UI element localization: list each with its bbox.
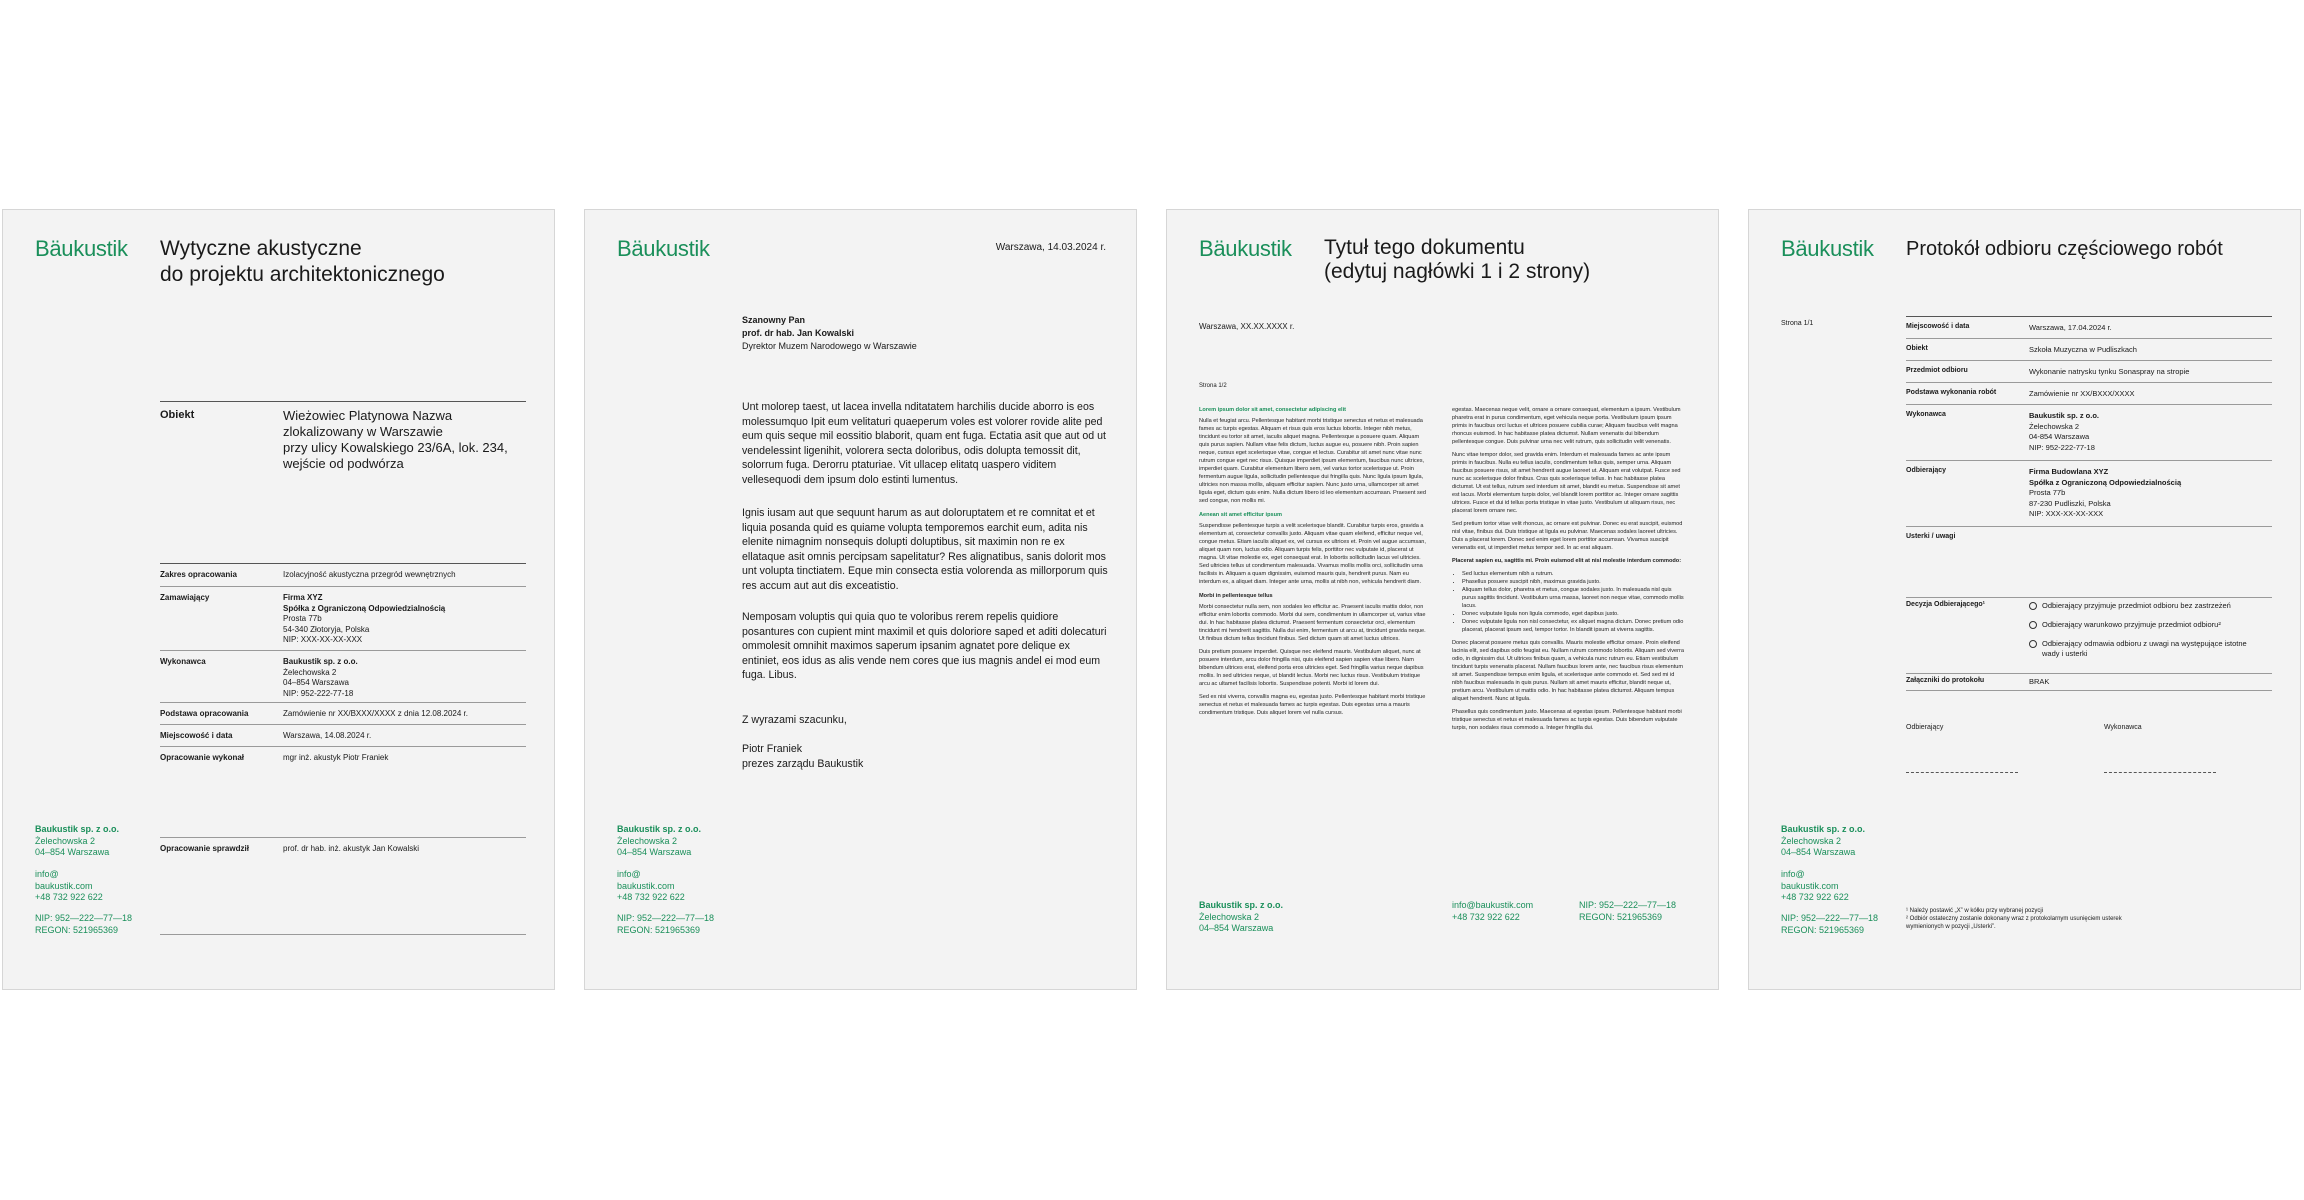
letter-date: Warszawa, 14.03.2024 r. [995, 242, 1106, 253]
bullet-list [1452, 570, 1684, 634]
row-value: Firma Budowlana XYZ Spółka z Ograniczoną Odpowiedzialnością Prosta 77b 87-230 Pudliszki, Polska NIP: XXX-XX-XX-XXX [2029, 467, 2182, 518]
list-item: • Sed luctus elementum nibh a rutrum. [1462, 570, 1684, 578]
list-item: • Donec vulputate ligula non nisl consectetur, ex aliquet magna dictum. Donec pretium odio placerat, placerat ipsum sed, tempor tortor. In blandit ipsum at viverra sagittis. [1462, 618, 1684, 634]
list-item: • Donec vulputate ligula non ligula commodo, eget dapibus justo. [1462, 610, 1684, 618]
footer-registry: NIP: 952—222—77—18 REGON: 521965369 [1781, 913, 1879, 935]
divider [1906, 382, 2272, 383]
decision-label: Decyzja Odbierającego¹ [1906, 601, 1985, 608]
attachments-label: Załączniki do protokołu [1906, 677, 1985, 684]
divider [160, 563, 526, 564]
signature-line-right[interactable] [2104, 772, 2216, 773]
object-label: Obiekt [160, 409, 195, 421]
radio-circle-icon[interactable] [2029, 602, 2037, 610]
divider [1906, 316, 2272, 317]
page-number: Strona 1/1 [1781, 320, 1814, 327]
signature: Piotr Franiek prezes zarządu Baukustik [742, 743, 864, 770]
page-title: Protokół odbioru częściowego robót [1906, 238, 2223, 260]
divider [1906, 404, 2272, 405]
radio-circle-icon[interactable] [2029, 621, 2037, 629]
divider [160, 401, 526, 402]
document-page-protocol [1748, 209, 2301, 990]
signature-label-right: Wykonawca [2104, 724, 2142, 731]
divider [1906, 690, 2272, 691]
brand-logo: Bäukustik [617, 236, 710, 261]
divider [1906, 526, 2272, 527]
divider [160, 934, 526, 935]
row-label: Miejscowość i data [1906, 323, 1970, 330]
row-value: Warszawa, 14.08.2024 r. [283, 731, 372, 740]
divider [160, 586, 526, 587]
radio-circle-icon[interactable] [2029, 640, 2037, 648]
divider [1906, 360, 2272, 361]
report-date: Warszawa, XX.XX.XXXX r. [1199, 322, 1295, 331]
row-value: Szkoła Muzyczna w Pudliszkach [2029, 345, 2137, 354]
footer-address: Baukustik sp. z o.o. Żelechowska 2 04–854 Warszawa [1199, 900, 1284, 933]
footer-registry: NIP: 952—222—77—18 REGON: 521965369 [617, 913, 715, 935]
signature-label-left: Odbierający [1906, 724, 1944, 731]
row-label: Podstawa wykonania robót [1906, 389, 1997, 396]
brand-logo: Bäukustik [1199, 236, 1292, 261]
row-label: Opracowanie wykonał [160, 753, 245, 762]
row-label: Opracowanie sprawdził [160, 844, 249, 853]
document-page-letter [584, 209, 1137, 990]
divider [160, 746, 526, 747]
footer-contact: info@ baukustik.com +48 732 922 622 [35, 869, 103, 902]
list-item: • Aliquam tellus dolor, pharetra et metus, congue sodales justo. In malesuada nisl quis purus sagittis tincidunt. Vestibulum urna massa, laoreet non neque vitae, commodo mollis lacus. [1462, 586, 1684, 610]
list-item: • Phasellus posuere suscipit nibh, maximus gravida justo. [1462, 578, 1684, 586]
signature-line-left[interactable] [1906, 772, 2018, 773]
letter-paragraph: Nemposam voluptis qui quia quo te voloribus rerem repelis quidiore posantures con cupient mint maximil et quis doloriore saped et aditi dolecaturi ommolesit omnihit maximos saperum ipsanim agnatet pore delique ex entiniet, eos idus as alis vende nem cores que ius magnis andel ei mod eum fuga. Libus. [742, 611, 1107, 682]
row-value: mgr inż. akustyk Piotr Franiek [283, 753, 389, 762]
footer-contact: info@baukustik.com +48 732 922 622 [1452, 900, 1534, 922]
closing: Z wyrazami szacunku, [742, 714, 847, 726]
row-label: Odbierający [1906, 467, 1947, 474]
footer-contact: info@ baukustik.com +48 732 922 622 [617, 869, 685, 902]
divider [1906, 460, 2272, 461]
row-label: Przedmiot odbioru [1906, 367, 1968, 374]
decision-option[interactable]: Odbierający odmawia odbioru z uwagi na występujące istotne wady i usterki [2029, 639, 2264, 659]
text-column-right: egestas. Maecenas neque velit, ornare a ornare consequat, elementum a ipsum. Vestibulum pharetra erat in purus condimentum, eget vehicula neque porta. Vestibulum ipsum ipsum primis in faucibus orci luctus et ultrices posuere cubilia curae; Aliquam faucibus velit magna rhoncus euismod. In hac habitasse platea dictumst. Nullam venenatis dui bibendum pellentesque congue. Duis pulvinar urna nec velit rutrum, quis sollicitudin velit venenatis. Nunc vitae tempor dolor, sed gravida enim. Interdum et malesuada fames ac ante ipsum primis in faucibus. Nulla eu tellus iaculis, condimentum tellus quis, semper urna. Aliquam faucibus posuere risus, sit amet hendrerit augue laoreet ut. Aliquam erat volutpat. Fusce sed nunc ac scelerisque dolor finibus. Cras quis scelerisque tellus. In hac habitasse platea dictumst. Ut est tellus, rutrum sed interdum sit amet, blandit eu metus. Suspendisse sit amet est lacus. Morbi elementum turpis dolor, vel blandit lorem porttitor ac. Integer ornare sagittis ultrices. Fusce et dui id tellus porta tristique in vitae justo. Vestibulum ut aliquam risus, nec placerat lorem ornare nec. Sed pretium tortor vitae velit rhoncus, ac ornare est pulvinar. Donec eu erat suscipit, euismod nisl vitae, finibus dui. Duis tristique at ligula eu pulvinar. Maecenas sodales laoreet ultricies. Duis a placerat lorem. Donec sed enim eget lorem porttitor accumsan. Vivamus suscipit venenatis est, ut imperdiet metus tempor sed. In ac erat aliquam. Placerat sapien eu, sagittis mi. Proin euismod elit at nisl molestie interdum commodo: • Sed luctus elementum nibh a rutrum. • Phasellus posuere suscipit nibh, maximus gravida justo. • Aliquam tellus dolor, pharetra et metus, congue sodales justo. In malesuada nisl quis purus sagittis tincidunt. Vestibulum urna massa, laoreet non neque vitae, commodo mollis lacus. • Donec vulputate ligula non ligula commodo, eget dapibus justo. • Donec vulputate ligula non nisl consectetur, ex aliquet magna dictum. Donec pretium odio placerat, placerat ipsum sed, tempor tortor. In blandit ipsum at viverra sagittis. Donec placerat posuere metus quis convallis. Mauris molestie efficitur ornare. Proin eleifend lacinia elit, sed dapibus odio feugiat eu. Nullam rutrum commodo lobortis. Aliquam sed viverra odio, in dignissim dui. Ut ultrices finibus quam, a vehicula nunc rutrum eu. Etiam vestibulum tincidunt turpis venenatis placerat. Nullam faucibus lorem ante, nec faucibus risus elementum sit amet. Suspendisse tempus enim ligula, et scelerisque ante commodo et. Sed sed mi id nibh faucibus malesuada in quis purus. Nullam sit amet mauris efficitur, blandit neque ut, pretium arcu. Vestibulum ut mattis odio. In hac habitasse platea dictumst. Aliquam tempus aliquet hendrerit. Nunc at ligula. Phasellus quis condimentum justo. Maecenas at egestas ipsum. Pellentesque habitant morbi tristique senectus et netus et malesuada fames ac turpis egestas. Duis bibendum vulputate turpis, non sodales risus commodo a. Integer fringilla dui. [1452, 406, 1684, 737]
text-column-left: Lorem ipsum dolor sit amet, consectetur adipiscing elit Nulla et feugiat arcu. Pellentesque habitant morbi tristique senectus et netus et malesuada fames ac turpis egestas. Aliquam et risus quis eros luctus lobortis. Integer nibh metus, tincidunt eu tortor sit amet, iaculis aliquet magna. Pellentesque a posuere quam. Aliquam quis purus sapien. Nullam vitae felis dictum, luctus augue eu, posuere nibh. Proin sapien neque, cursus eget scelerisque vitae, congue et lectus. Curabitur sit amet nunc vitae nunc rutrum congue eget nec risus. Quisque imperdiet ipsum elementum, faucibus nunc ultrices, imperdiet quam. Curabitur elementum libero sem, vel varius tortor scelerisque ut. Proin fermentum augue ligula, sollicitudin pellentesque dui fringilla quis. Nunc ligula ipsum ligula, ultricies non massa mollis, aliquam efficitur sapien. Nunc justo urna, ullamcorper sit amet ligula eget, dictum quis enim. Nulla dictum libero id leo elementum accumsan. Praesent sed sed congue, non mollis mi. Aenean sit amet efficitur ipsum Suspendisse pellentesque turpis a velit scelerisque blandit. Curabitur turpis eros, gravida a elementum at, consectetur convallis justo. Aliquam vitae quam eleifend, efficitur neque vel, congue metus. Etiam iaculis aliquet ex, vel cursus ex ultrices et. Proin vel augue accumsan, aliquet quam non, luctus odio. Aliquam turpis felis, porttitor nec vulputate id, placerat ut magna. Ut vitae molestie ex, eget consequat erat. In lobortis sollicitudin lacus vel ultricies. Sed ultricies tellus ut condimentum malesuada. Vivamus mollis mollis orci, sollicitudin urna facilisis in. Aliquam a quam dignissim, euismod mauris quis, hendrerit purus. Nam eu interdum ex, a aliquet diam. Integer ante urna, mollis at nibh non, vehicula hendrerit diam. Morbi in pellentesque tellus Morbi consectetur nulla sem, non sodales leo efficitur ac. Praesent iaculis mattis dolor, non efficitur enim lobortis commodo. Morbi dui sem, condimentum in ullamcorper ut, varius vitae dui. In hac habitasse platea dictumst. Praesent fermentum consectetur orci, elementum tincidunt mi hendrerit sagittis. Nulla dui enim, fermentum ut arcu at, tincidunt gravida neque. Ut finibus dictum tellus tincidunt finibus. Sed dictum quam sit amet luctus ultrices. Duis pretium posuere imperdiet. Quisque nec eleifend mauris. Vestibulum aliquet, nunc at posuere interdum, arcu dolor fringilla nisi, quis eleifend sapien sapien vitae libero. Nam bibendum ultrices erat, eleifend porta eros ultricies eget. Sed fringilla varius neque dapibus mollis. In sed ultricies neque, ut blandit lectus. Morbi nec luctus risus. Vestibulum tristique arcu ac ultamet facilisis lobortis. Suspendisse potenti. Morbi id lorem dui. Sed ex nisi viverra, convallis magna eu, egestas justo. Pellentesque habitant morbi tristique senectus et netus et malesuada fames ac turpis egestas. Duis egestas urna a mauris condimentum tristique. Duis aliquet lorem vel nulla cursus. [1199, 407, 1426, 716]
document-page-guidelines [2, 209, 555, 990]
row-value: Baukustik sp. z o.o. Żelechowska 2 04-854 Warszawa NIP: 952-222-77-18 [2029, 411, 2100, 452]
letter-paragraph: Ignis iusam aut que sequunt harum as aut doloruptatem et re comnitat et et liquia posanda quid es quiame volupta temporemos earchit eum, adita nis elenite nimagnim nonsequis dolupti doluptibus, sit maximin non re ex ellataque asit omnis percipsam sapelitatur? Res alignatibus, sanis dolorit mos unt volupta tinctiatem. Eque min consecta estia volorenda as millorporum quis res accum aut aut dis exceatistio. [742, 507, 1108, 592]
attachments-value: BRAK [2029, 677, 2050, 686]
decision-options [2029, 601, 2264, 659]
row-label: Podstawa opracowania [160, 709, 249, 718]
row-label: Obiekt [1906, 345, 1928, 352]
document-page-report [1166, 209, 1719, 990]
footer-address: Baukustik sp. z o.o. Żelechowska 2 04–854 Warszawa [617, 824, 702, 857]
row-label: Zakres opracowania [160, 570, 237, 579]
decision-option[interactable]: Odbierający przyjmuje przedmiot odbioru bez zastrzeżeń [2029, 601, 2264, 611]
divider [1906, 597, 2272, 598]
brand-logo: Bäukustik [35, 236, 128, 261]
page-title: Tytuł tego dokumentu (edytuj nagłówki 1 i 2 strony) [1324, 236, 1591, 283]
divider [160, 837, 526, 838]
brand-logo: Bäukustik [1781, 236, 1874, 261]
footer-registry: NIP: 952—222—77—18 REGON: 521965369 [35, 913, 133, 935]
row-value: Izolacyjność akustyczna przegród wewnętrznych [283, 570, 456, 579]
row-value: Warszawa, 17.04.2024 r. [2029, 323, 2112, 332]
divider [1906, 673, 2272, 674]
decision-option[interactable]: Odbierający warunkowo przyjmuje przedmiot odbioru² [2029, 620, 2264, 630]
divider [160, 702, 526, 703]
row-value: Baukustik sp. z o.o. Żelechowska 2 04–854 Warszawa NIP: 952-222-77-18 [283, 657, 358, 698]
row-value: Zamówienie nr XX/BXXX/XXXX z dnia 12.08.2024 r. [283, 709, 468, 718]
row-value: Firma XYZ Spółka z Ograniczoną Odpowiedzialnością Prosta 77b 54-340 Złotoryja, Polska NIP: XXX-XX-XX-XXX [283, 593, 446, 644]
page-number: Strona 1/2 [1199, 383, 1227, 389]
footer-address: Baukustik sp. z o.o. Żelechowska 2 04–854 Warszawa [35, 824, 120, 857]
divider [160, 724, 526, 725]
row-label: Wykonawca [1906, 411, 1946, 418]
row-value: Zamówienie nr XX/BXXX/XXXX [2029, 389, 2135, 398]
row-value: prof. dr hab. inż. akustyk Jan Kowalski [283, 844, 420, 853]
row-label: Miejscowość i data [160, 731, 233, 740]
row-label: Zamawiający [160, 593, 210, 602]
footer-contact: info@ baukustik.com +48 732 922 622 [1781, 869, 1849, 902]
recipient-block: Szanowny Pan prof. dr hab. Jan Kowalski Dyrektor Muzem Narodowego w Warszawie [742, 315, 917, 351]
footnotes: ¹ Należy postawić „X” w kółku przy wybranej pozycji ² Odbiór ostateczny zostanie dokonany wraz z protokolarnym usunięciem usterek wymienionych w pozycji „Usterki”. [1906, 908, 2122, 930]
object-value: Wieżowiec Platynowa Nazwa zlokalizowany w Warszawie przy ulicy Kowalskiego 23/6A, lok. 234, wejście od podwórza [283, 408, 508, 471]
row-label: Usterki / uwagi [1906, 533, 1956, 540]
divider [160, 650, 526, 651]
footer-registry: NIP: 952—222—77—18 REGON: 521965369 [1579, 900, 1677, 922]
row-label: Wykonawca [160, 657, 206, 666]
row-value: Wykonanie natrysku tynku Sonaspray na stropie [2029, 367, 2190, 376]
footer-address: Baukustik sp. z o.o. Żelechowska 2 04–854 Warszawa [1781, 824, 1866, 857]
divider [1906, 338, 2272, 339]
letter-paragraph: Unt molorep taest, ut lacea invella nditatatem harchilis ducide aborro is eos molessumquo Ipit eum velitaturi quaeperum voles est volorer rovide alite ped eum quis seque mil eossitio blaborit, quam ent fuga. Ectatia asit que aut od ut vendelessint ligenihit, volorera secta doloribus, odis dolupta temossit dit, solorrum fuga. Derorru ptaturiae. Vit ullacep elitatq uaspero viditem vellesequodi dem ipsum dolo estinti lumentus. [742, 401, 1106, 486]
page-title: Wytyczne akustyczne do projektu architektonicznego [160, 237, 445, 286]
